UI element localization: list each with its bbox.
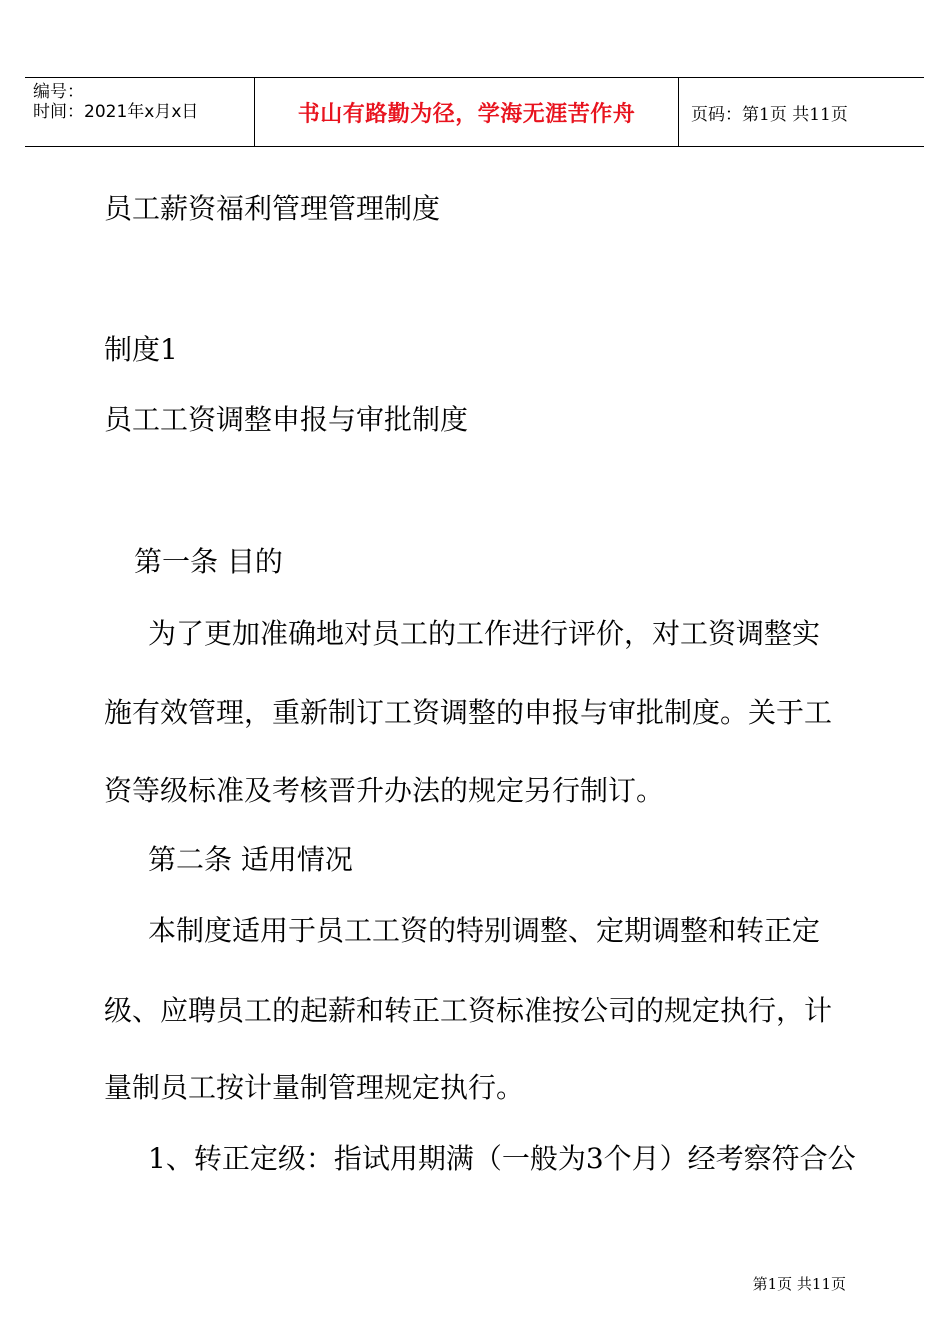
header-page-info: 页码：第1页 共11页 (691, 104, 848, 125)
section-heading: 制度1 (104, 333, 178, 366)
article2-line1: 本制度适用于员工工资的特别调整、定期调整和转正定 (148, 914, 821, 947)
page-footer: 第1页 共11页 (752, 1275, 846, 1293)
article1-line3: 资等级标准及考核晋升办法的规定另行制订。 (104, 774, 665, 807)
article1-heading: 第一条 目的 (134, 545, 283, 578)
header-meta (25, 78, 255, 146)
page-header (25, 77, 924, 147)
document-title: 员工薪资福利管理管理制度 (104, 192, 441, 225)
section-subtitle: 员工工资调整申报与审批制度 (104, 403, 469, 436)
number-label: 编号： (33, 82, 84, 102)
article2-heading: 第二条 适用情况 (148, 843, 353, 876)
article2-line2: 级、应聘员工的起薪和转正工资标准按公司的规定执行，计 (104, 994, 833, 1027)
item1-line1: 1、转正定级：指试用期满（一般为3个月）经考察符合公 (148, 1142, 856, 1175)
article2-line3: 量制员工按计量制管理规定执行。 (104, 1071, 525, 1104)
time-label: 时间：2021年x月x日 (33, 102, 199, 122)
article1-line2: 施有效管理，重新制订工资调整的申报与审批制度。关于工 (104, 696, 833, 729)
article1-line1: 为了更加准确地对员工的工作进行评价，对工资调整实 (148, 617, 821, 650)
header-motto: 书山有路勤为径，学海无涯苦作舟 (255, 78, 679, 146)
